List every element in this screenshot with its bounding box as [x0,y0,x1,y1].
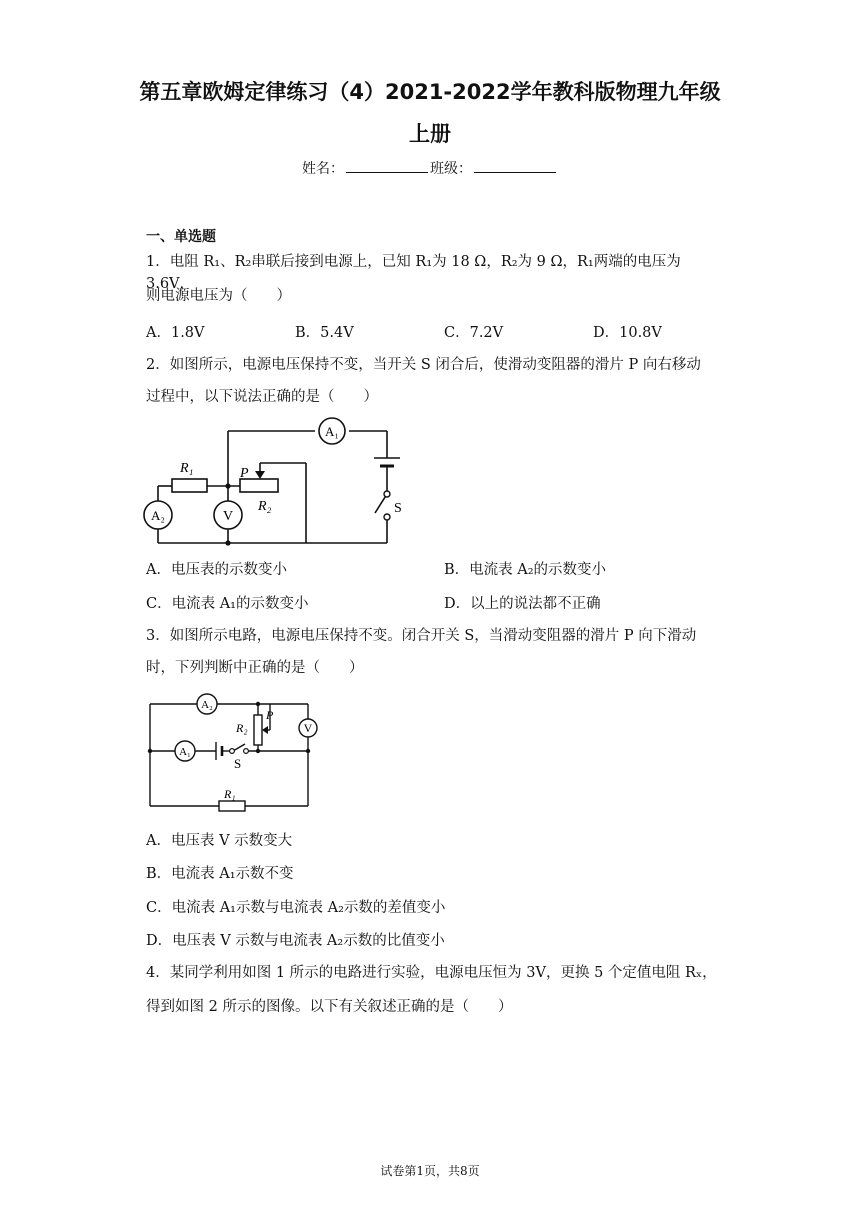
q3-label-p: P [266,708,274,722]
q3-label-r2: R₂ [236,721,248,735]
q1-option-a: A．1.8V [146,325,205,341]
q3-option-a: A．电压表 V 示数变大 [146,833,293,849]
q2-label-v: V [222,509,234,524]
page-footer: 试卷第1页，共8页 [380,1164,480,1178]
q3-line1: 3．如图所示电路，电源电压保持不变。闭合开关 S，当滑动变阻器的滑片 P 向下滑动 [146,628,697,644]
q2-label-s: S [394,501,402,516]
q1-option-c: C．7.2V [444,325,504,341]
q3-label-r1: R₁ [224,787,236,801]
q1-line2: 则电源电压为（ ） [146,288,291,304]
q2-option-d: D．以上的说法都不正确 [444,596,601,612]
class-label: 班级： [430,161,472,177]
q3-label-a1: A₁ [179,746,191,758]
q3-label-v: V [303,721,313,735]
q2-circuit-diagram [140,416,420,552]
q2-option-b: B．电流表 A₂的示数变小 [444,562,607,578]
q4-line1: 4．某同学利用如图 1 所示的电路进行实验，电源电压恒为 3V，更换 5 个定值电阻 Rₓ， [146,965,717,981]
q3-label-s: S [234,756,242,771]
q3-circuit-diagram [144,688,324,814]
q2-line2: 过程中，以下说法正确的是（ ） [146,389,378,405]
q2-label-a1: A₁ [325,424,339,439]
student-info [0,158,860,178]
section-title: 一、单选题 [146,229,216,245]
page-title: 第五章欧姆定律练习（4）2021-2022学年教科版物理九年级 [139,80,721,104]
q3-line2: 时，下列判断中正确的是（ ） [146,660,364,676]
q1-option-b: B．5.4V [295,325,354,341]
q3-label-a2: A₂ [201,699,213,711]
name-label: 姓名： [302,161,344,177]
name-blank[interactable] [346,160,428,173]
q2-label-a2: A₂ [151,508,165,523]
q3-option-d: D．电压表 V 示数与电流表 A₂示数的比值变小 [146,933,445,949]
q2-label-r2: R₂ [258,499,272,514]
q2-option-a: A．电压表的示数变小 [146,562,287,578]
q1-line1: 1．电阻 R₁、R₂串联后接到电源上，已知 R₁为 18 Ω，R₂为 9 Ω，R₁两端的电压为 3.6V， [146,254,681,292]
class-blank[interactable] [474,160,556,173]
q3-option-b: B．电流表 A₁示数不变 [146,866,294,882]
q2-label-p: P [240,466,249,481]
page-title-line2: 上册 [409,122,451,146]
q3-option-c: C．电流表 A₁示数与电流表 A₂示数的差值变小 [146,900,446,916]
q2-option-c: C．电流表 A₁的示数变小 [146,596,309,612]
q4-line2: 得到如图 2 所示的图像。以下有关叙述正确的是（ ） [146,999,513,1015]
q1-option-d: D．10.8V [593,325,662,341]
q2-label-r1: R₁ [180,461,194,476]
q2-line1: 2．如图所示，电源电压保持不变，当开关 S 闭合后，使滑动变阻器的滑片 P 向右移动 [146,357,701,373]
